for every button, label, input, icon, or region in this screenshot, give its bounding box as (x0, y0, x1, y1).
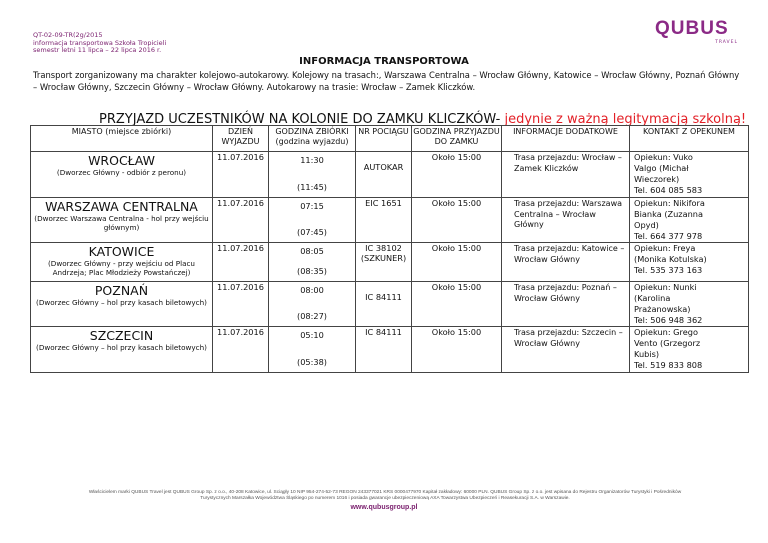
contact-line: Tel. 535 373 163 (634, 265, 703, 275)
city-meeting-point: (Dworzec Główny – hol przy kasach biletowych) (36, 298, 207, 307)
day-cell: 11.07.2016 (213, 282, 269, 327)
contact-line: Tel: 506 948 362 (634, 315, 703, 325)
header-contact: KONTAKT Z OPEKUNEM (630, 126, 749, 152)
info-cell: Trasa przejazdu: Poznań – Wrocław Główny (502, 282, 630, 327)
time-cell (269, 243, 356, 282)
contact-line: Kubis) (634, 349, 660, 359)
header-city: MIASTO (miejsce zbiórki) (31, 126, 213, 152)
meet-time: 07:15 (300, 201, 324, 211)
table-row (31, 327, 749, 373)
meet-time: 11:30 (300, 155, 324, 165)
contact-cell (630, 282, 749, 327)
time-cell (269, 327, 356, 373)
transport-table (30, 125, 749, 373)
info-cell: Trasa przejazdu: Katowice – Wrocław Główny (502, 243, 630, 282)
table-row (31, 282, 749, 327)
day-cell: 11.07.2016 (213, 327, 269, 373)
depart-time: (08:35) (297, 266, 327, 276)
depart-time: (07:45) (297, 227, 327, 237)
depart-time: (11:45) (297, 182, 327, 192)
contact-line: (Karolina (634, 293, 671, 303)
info-cell: Trasa przejazdu: Wrocław – Zamek Kliczków (502, 152, 630, 198)
page-title: INFORMACJA TRANSPORTOWA (299, 56, 469, 67)
city-name: SZCZECIN (89, 328, 154, 343)
header-arrival-time: GODZINA PRZYJAZDU DO ZAMKU (412, 126, 502, 152)
legal-line: Właścicielem marki QUBUS Travel jest QUBUS Group Sp. z o.o., 40-208 Katowice, ul. Sciągły 10 NIP 954-274-52-73 REGON 243377021 KRS 0000477970 Kapitał zakładowy: 60000 PLN. QUBUS Group Sp. z o.o. jest wpisana do Rejestru Organizatorów Turystyki i Pośredników (88, 490, 682, 495)
city-meeting-point: (Dworzec Główny – hol przy kasach biletowych) (36, 343, 207, 352)
doc-term: semestr letni 11 lipca – 22 lipca 2016 r. (33, 46, 162, 55)
time-cell (269, 152, 356, 198)
train-cell: IC 38102 (SZKUNER) (356, 243, 412, 282)
header-meet-time: GODZINA ZBIÓRKI (godzina wyjazdu) (269, 126, 356, 152)
contact-cell (630, 152, 749, 198)
train-cell: EIC 1651 (356, 198, 412, 243)
header-day: DZIEŃ WYJAZDU (213, 126, 269, 152)
train-cell: IC 84111 (356, 282, 412, 327)
time-cell (269, 282, 356, 327)
website-link[interactable]: www.qubusgroup.pl (350, 504, 418, 511)
contact-line: Tel. 604 085 583 (634, 185, 703, 195)
contact-cell (630, 198, 749, 243)
depart-time: (08:27) (297, 311, 327, 321)
city-meeting-point: (Dworzec Główny - przy wejściu od Placu Andrzeja; Plac Młodzieży Powstańczej) (47, 259, 195, 277)
contact-line: Bianka (Zuzanna (634, 209, 704, 219)
qubus-logo (655, 18, 740, 48)
contact-line: Opiekun: Nikifora (634, 198, 705, 208)
city-name: KATOWICE (88, 244, 155, 259)
legal-line: Turystycznych Marszałka Województwa Śląskiego po numerem 1016 i posiada gwarancje ubezpieczeniową AXA Towarzystwa Ubezpieczeń i Reasekuracji S.A. w Warszawie. (200, 496, 570, 501)
doc-code: QT-02-09-TR(2g/2015 (33, 31, 103, 39)
legal-footer (40, 490, 730, 502)
document-meta (33, 32, 166, 55)
section-heading-warning: jedynie z ważną legitymacją szkolną! (500, 112, 747, 127)
train-cell: AUTOKAR (356, 152, 412, 198)
contact-line: Tel. 519 833 808 (634, 360, 703, 370)
city-cell (31, 243, 213, 282)
contact-line: Wieczorek) (634, 174, 680, 184)
contact-line: Opiekun: Grego (634, 327, 698, 337)
train-cell: IC 84111 (356, 327, 412, 373)
section-heading-main: PRZYJAZD UCZESTNIKÓW NA KOLONIE DO ZAMKU KLICZKÓW- (99, 112, 501, 127)
logo-wordmark: QUBUS (655, 18, 729, 39)
depart-time: (05:38) (297, 357, 327, 367)
contact-line: Opyd) (634, 220, 659, 230)
contact-line: Opiekun: Nunki (634, 282, 697, 292)
day-cell: 11.07.2016 (213, 152, 269, 198)
contact-line: (Monika Kotulska) (634, 254, 707, 264)
city-cell (31, 327, 213, 373)
city-cell (31, 198, 213, 243)
info-cell: Trasa przejazdu: Warszawa Centralna – Wrocław Główny (502, 198, 630, 243)
meet-time: 05:10 (300, 330, 324, 340)
table-row (31, 243, 749, 282)
day-cell: 11.07.2016 (213, 243, 269, 282)
table-row (31, 198, 749, 243)
contact-line: Opiekun: Freya (634, 243, 696, 253)
contact-line: Valgo (Michał (634, 163, 689, 173)
city-name: WARSZAWA CENTRALNA (45, 199, 198, 214)
header-info: INFORMACJE DODATKOWE (502, 126, 630, 152)
arrival-cell: Około 15:00 (412, 282, 502, 327)
city-name: WROCŁAW (88, 153, 155, 168)
contact-line: Prażanowska) (634, 304, 691, 314)
table-row (31, 152, 749, 198)
doc-subject: informacja transportowa Szkoła Tropicieli (33, 38, 167, 47)
info-cell: Trasa przejazdu: Szczecin – Wrocław Główny (502, 327, 630, 373)
arrival-cell: Około 15:00 (412, 152, 502, 198)
city-name: POZNAŃ (94, 283, 149, 298)
contact-line: Tel. 664 377 978 (634, 231, 703, 241)
city-meeting-point: (Dworzec Główny - odbiór z peronu) (56, 168, 187, 177)
arrival-cell: Około 15:00 (412, 327, 502, 373)
meet-time: 08:05 (300, 246, 324, 256)
city-meeting-point: (Dworzec Warszawa Centralna - hol przy wejściu głównym) (34, 214, 209, 232)
contact-line: Vento (Grzegorz (634, 338, 701, 348)
header-train-number: NR POCIĄGU (356, 126, 412, 152)
contact-cell (630, 243, 749, 282)
contact-line: Opiekun: Vuko (634, 152, 693, 162)
intro-paragraph: Transport zorganizowany ma charakter kolejowo-autokarowy. Kolejowy na trasach:, Warszawa Centralna – Wrocław Główny, Katowice – Wrocław Główny, Poznań Główny – Wrocław Główny, Szczecin Główny – Wrocław Główny. Autokarowy na trasie: Wrocław – Zamek Kliczków. (33, 70, 740, 92)
arrival-cell: Około 15:00 (412, 243, 502, 282)
meet-time: 08:00 (300, 285, 324, 295)
logo-subtext: TRAVEL (715, 40, 738, 45)
city-cell (31, 282, 213, 327)
arrival-cell: Około 15:00 (412, 198, 502, 243)
time-cell (269, 198, 356, 243)
table-header-row (31, 126, 749, 152)
city-cell (31, 152, 213, 198)
contact-cell (630, 327, 749, 373)
day-cell: 11.07.2016 (213, 198, 269, 243)
